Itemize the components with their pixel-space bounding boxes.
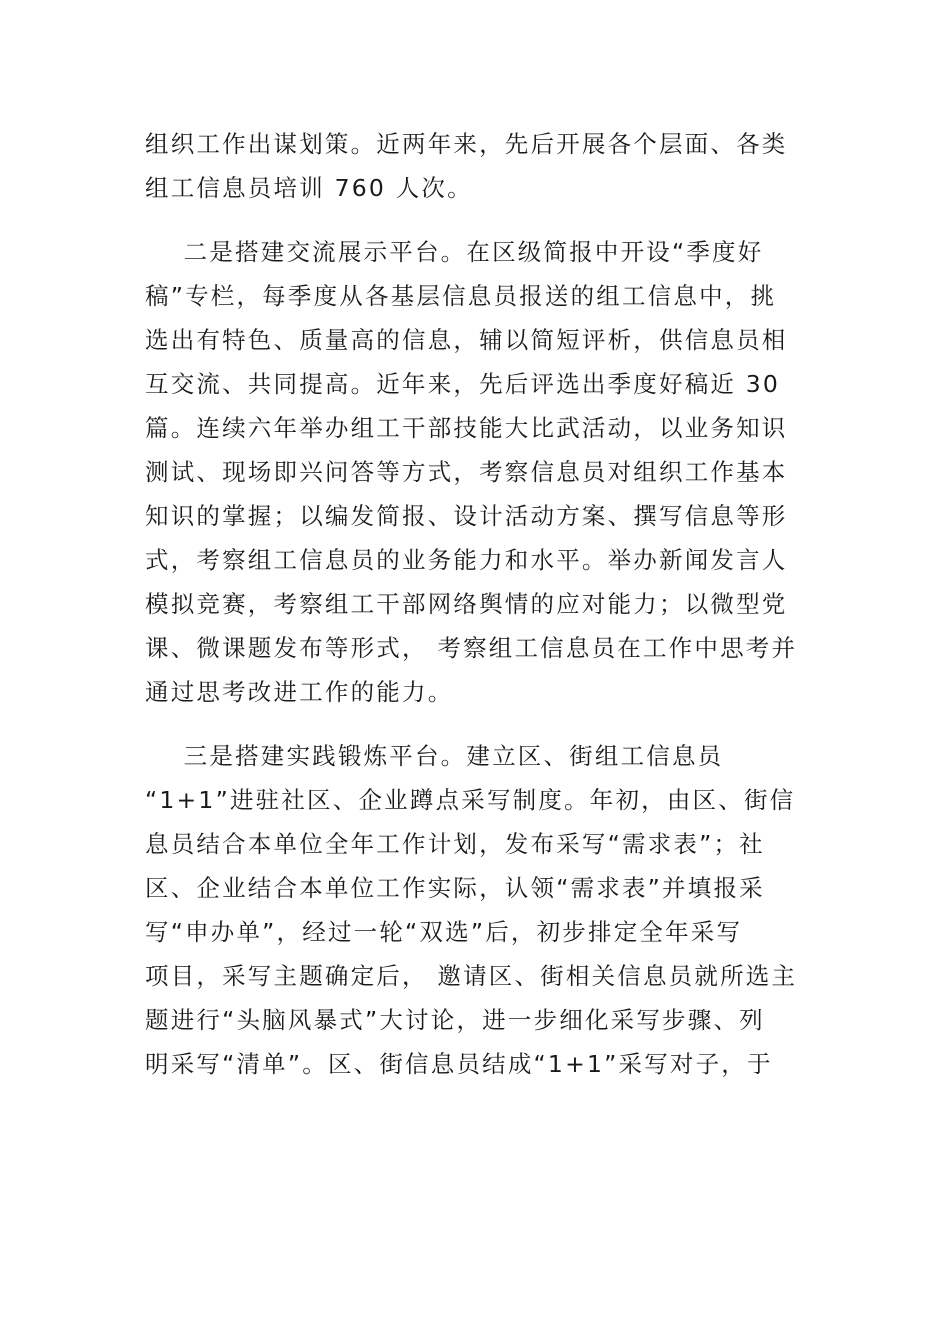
text-line: 知识的掌握；以编发简报、设计活动方案、撰写信息等形 [145,502,788,530]
text-line: 项目，采写主题确定后， 邀请区、街相关信息员就所选主 [145,962,798,990]
text-line: 稿”专栏，每季度从各基层信息员报送的组工信息中，挑 [145,282,777,310]
paragraph-first-line: 三是搭建实践锻炼平台。建立区、街组工信息员 [145,742,724,770]
text-line: 明采写“清单”。区、街信息员结成“1+1”采写对子，于 [145,1050,773,1078]
text-line: 题进行“头脑风暴式”大讨论，进一步细化采写步骤、列 [145,1006,765,1034]
text-line: 区、企业结合本单位工作实际，认领“需求表”并填报采 [145,874,765,902]
text-line: 篇。连续六年举办组工干部技能大比武活动，以业务知识 [145,414,788,442]
text-line: “1+1”进驻社区、企业蹲点采写制度。年初，由区、街信 [145,786,796,814]
text-line: 选出有特色、质量高的信息，辅以简短评析，供信息员相 [145,326,788,354]
text-line: 课、微课题发布等形式， 考察组工信息员在工作中思考并 [145,634,798,662]
text-line: 通过思考改进工作的能力。 [145,678,454,706]
text-line: 测试、现场即兴问答等方式，考察信息员对组织工作基本 [145,458,788,486]
text-line: 模拟竞赛，考察组工干部网络舆情的应对能力；以微型党 [145,590,788,618]
text-line: 写“申办单”，经过一轮“双选”后，初步排定全年采写 [145,918,743,946]
text-line: 互交流、共同提高。近年来，先后评选出季度好稿近 30 [145,370,781,398]
text-line: 式，考察组工信息员的业务能力和水平。举办新闻发言人 [145,546,788,574]
text-line: 组工信息员培训 760 人次。 [145,174,473,202]
text-line: 息员结合本单位全年工作计划，发布采写“需求表”；社 [145,830,765,858]
paragraph-first-line: 二是搭建交流展示平台。在区级简报中开设“季度好 [145,238,764,266]
text-line: 组织工作出谋划策。近两年来，先后开展各个层面、各类 [145,130,788,158]
